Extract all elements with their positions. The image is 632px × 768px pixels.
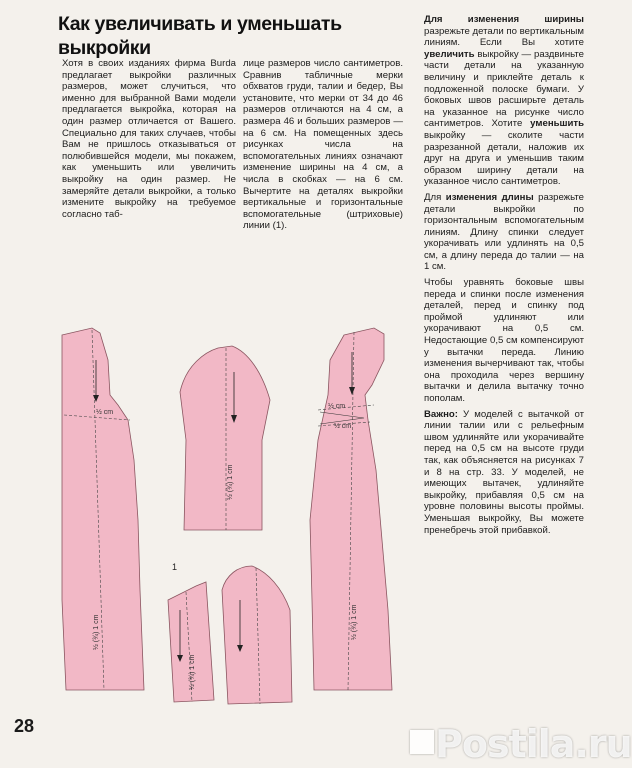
sleeve-pattern-piece [180, 346, 270, 530]
column-1-text: Хотя в своих изданиях фирма Burda предлагает выкройки различных размеров, может случиться, что именно для выбранной Вами модели предлагается выкройка, которая на один размер отличается от Вашего. Специально для таких случаев, чтобы Вам не пришлось отказываться от полюбившейся модели, мы покажем, как уменьшить или увеличить выкройку на один размер. Не замеряйте детали выкройки, а только измените выкройку на требуемое согласно таб- [62, 58, 236, 220]
width-text-a: разрежьте детали по вертикальным линиям. Если Вы хотите [424, 25, 584, 49]
column-2-text: лице размеров число сантиметров. Сравнив табличные мерки обхватов груди, талии и бедер, Вы установите, что мерки от 34 до 46 размеров отличаются на 4 см, а размера 46 и больших размеров — на 6 см. На помещенных здесь рисунках числа на вспомогательных линиях означают изменение ширины на 4 см, а числа в скобках — на 6 см. Вычертите на деталях выкройки вертикальные и горизонтальные вспомогательные (штриховые) линии (1). [243, 58, 403, 232]
length-text-c: разрежьте детали выкройки по горизонтальным вспомогательным линиям. Длину спинки следует укорачивать или удлинять на 0,5 см, а длину переда до талии — на 1 см. [424, 191, 584, 273]
back-width-label: ½ (¾) 1 cm [93, 614, 100, 650]
important-label: Важно: [424, 408, 458, 420]
increase-word: увеличить [424, 48, 475, 60]
figure-number: 1 [172, 562, 178, 572]
watermark: Postila.ru [435, 722, 632, 766]
front-width-label: ½ (¾) 1 cm [351, 604, 358, 640]
width-text-c: выкройку — раздвиньте части детали на указанную величину и приклейте деталь к подложенной полоске бумаги. У боковых швов расширьте деталь на указанное на рисунке число сантиметров. Хотите [424, 48, 584, 130]
lower-sleeve-pattern-piece [222, 566, 292, 704]
article-title: Как увеличивать и уменьшать выкройки [58, 13, 342, 59]
watermark-logo-icon [410, 730, 434, 754]
front-half-cm-label: ½ cm [328, 403, 346, 410]
page-number: 28 [14, 716, 35, 736]
width-change-lead: Для изменения ширины [424, 14, 584, 25]
front-pattern-piece [310, 328, 392, 690]
important-text: У моделей с вытачкой от линии талии или с рельефным швом удлиняйте или укорачивайте перед на 0,5 см на высоте груди так, как объясняется на рисунках 7 и 8 на стр. 33. У моделей, не имеющих вытачек, удлиняйте выкройку, прибавляя 0,5 см на уровне половины высоты проймы. Уменьшая выкройку, Вы можете пренебречь этой прибавкой. [424, 408, 584, 536]
length-text-a: Для [424, 191, 446, 203]
collar-width-label: ½ (¾) 1 cm [189, 654, 196, 690]
side-seams-paragraph: Чтобы уравнять боковые швы переда и спинки после изменения деталей, перед и спинку под проймой удлиняют или укорачивают на 0,5 см. Недостающие 0,5 см компенсируют у вытачки переда. Линию изменения вычерчивают так, чтобы она проходила через вершину вытачки и делила вытачку точно пополам. [424, 277, 584, 404]
collar-pattern-piece [168, 582, 214, 702]
sleeve-width-label: ½ (¾) 1 cm [227, 464, 234, 500]
decrease-word: уменьшить [530, 118, 584, 130]
front-half-cm-label-2: ½ cm [334, 423, 352, 430]
length-change-lead: изменения длины [445, 191, 534, 203]
width-text-e: выкройку — сколите части разрезанной детали, наложив их друг на друга и уменьшив таким образом ширину детали на указанное число сантиметров. [424, 129, 584, 188]
back-pattern-piece [62, 328, 144, 690]
back-half-cm-label: ½ cm [96, 409, 114, 416]
